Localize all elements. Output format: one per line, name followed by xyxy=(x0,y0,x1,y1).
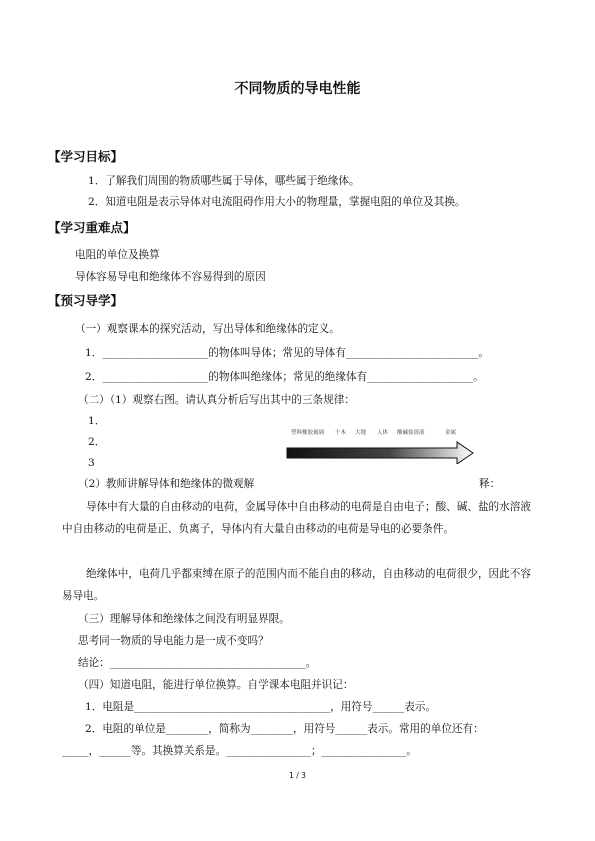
part2-item-3: 3 xyxy=(88,457,95,469)
part4-line-1: 1．电阻是_____________________________________，用符号______表示。 xyxy=(85,701,437,713)
goal-item-1: 1．了解我们周围的物质哪些属于导体，哪些属于绝缘体。 xyxy=(88,175,360,187)
conductivity-arrow-figure xyxy=(285,414,475,464)
figure-label-human: 人体 xyxy=(377,430,389,436)
figure-label-wood: 干木 xyxy=(335,430,347,436)
part4-line-2: 2．电阻的单位是________，简称为________，用符号______表示。常用的单位还有： xyxy=(85,723,484,735)
part4-heading: （四）知道电阻，能进行单位换算。自学课本电阻并识记： xyxy=(78,679,354,691)
figure-label-solution: 酸碱盐溶液 xyxy=(397,430,425,436)
figure-label-earth: 大地 xyxy=(355,430,367,436)
goal-item-2: 2．知道电阻是表示导体对电流阻碍作用大小的物理量，掌握电阻的单位及其换。 xyxy=(88,196,466,208)
arrow-icon xyxy=(287,442,473,464)
part1-line-1: 1．____________________的物体叫导体；常见的导体有_________________________。 xyxy=(85,347,490,359)
figure-label-plastic: 塑料橡胶玻璃 xyxy=(291,430,325,436)
paragraph-conductor-explanation: 导体中有大量的自由移动的电荷，金属导体中自由移动的电荷是自由电子；酸、碱、盐的水溶液中自由移动的电荷是正、负离子，导体内有大量自由移动的电荷是导电的必要条件。 xyxy=(62,501,531,535)
part1-heading: （一）观察课本的探究活动，写出导体和绝缘体的定义。 xyxy=(75,323,340,335)
section-heading-goals: 【学习目标】 xyxy=(48,149,124,164)
section-heading-keypoints: 【学习重难点】 xyxy=(48,220,136,235)
part1-line-2: 2．____________________的物体叫绝缘体；常见的绝缘体有____________________。 xyxy=(85,371,484,383)
keypoint-item-1: 电阻的单位及换算 xyxy=(75,249,160,261)
keypoint-item-2: 导体容易导电和绝缘体不容易得到的原因 xyxy=(75,271,266,283)
part2-heading: （二）（1）观察右图。请认真分析后写出其中的三条规律： xyxy=(78,394,355,406)
page-title: 不同物质的导电性能 xyxy=(234,81,361,97)
part2-sub2-left: （2）教师讲解导体和绝缘体的微观解 xyxy=(78,478,255,490)
section-heading-preview: 【预习导学】 xyxy=(48,293,124,308)
part3-heading: （三）理解导体和绝缘体之间没有明显界限。 xyxy=(78,613,290,625)
part3-conclusion: 结论：_____________________________________。 xyxy=(78,657,317,669)
part2-sub2-right: 释： xyxy=(479,478,501,490)
part2-item-1: 1． xyxy=(88,415,106,427)
paragraph-insulator-explanation: 绝缘体中，电荷几乎都束缚在原子的范围内而不能自由的移动，自由移动的电荷很少，因此不容易导电。 xyxy=(62,568,531,602)
page-number: 1 / 3 xyxy=(289,771,306,780)
figure-label-metal: 金属 xyxy=(445,430,457,436)
part4-line-3: _____，______等。其换算关系是。________________；________________。 xyxy=(62,745,417,757)
part3-question: 思考同一物质的导电能力是一成不变吗？ xyxy=(78,635,269,647)
part2-item-2: 2． xyxy=(88,436,106,448)
